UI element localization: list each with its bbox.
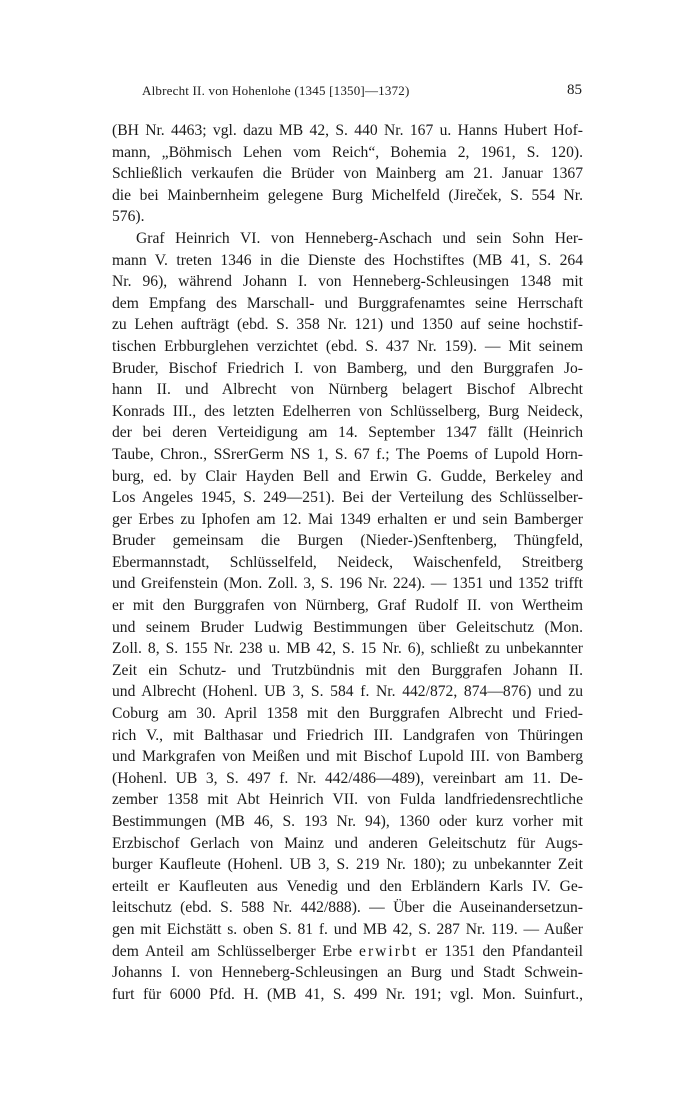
text-line: burg, ed. by Clair Hayden Bell and Erwin G. Gudde, Berkeley and (112, 467, 583, 485)
text-line: Ebermannstadt, Schlüsselfeld, Neideck, Waischenfeld, Streitberg (112, 553, 583, 571)
text-segment: dem Anteil am Schlüsselberger Erbe (112, 942, 352, 960)
text-segment: er 1351 den Pfandanteil (425, 942, 583, 960)
text-line: Bruder gemeinsam die Burgen (Nieder-)Senftenberg, Thüngfeld, (112, 532, 583, 550)
text-line: Bruder, Bischof Friedrich I. von Bamberg, und den Burggrafen Jo- (112, 359, 583, 377)
text-line: zember 1358 mit Abt Heinrich VII. von Fulda landfriedensrechtliche (112, 791, 583, 809)
text-line: ger Erbes zu Iphofen am 12. Mai 1349 erhalten er und sein Bamberger (112, 510, 583, 528)
text-line: Konrads III., des letzten Edelherren von Schlüsselberg, Burg Neideck, (112, 402, 583, 420)
text-line: die bei Mainbernheim gelegene Burg Michelfeld (Jireček, S. 554 Nr. (112, 186, 583, 204)
text-line: Zoll. 8, S. 155 Nr. 238 u. MB 42, S. 15 Nr. 6), schließt zu unbekannter (112, 640, 583, 658)
text-line: Graf Heinrich VI. von Henneberg-Aschach und sein Sohn Her- (136, 229, 583, 247)
text-line: und Markgrafen von Meißen und mit Bischof Lupold III. von Bamberg (112, 748, 583, 766)
running-title: Albrecht II. von Hohenlohe (1345 [1350]—1372) (142, 83, 410, 98)
text-line: leitschutz (ebd. S. 588 Nr. 442/888). — Über die Auseinandersetzun- (112, 899, 583, 917)
text-line: Taube, Chron., SSrerGerm NS 1, S. 67 f.; The Poems of Lupold Horn- (112, 445, 583, 463)
text-line: gen mit Eichstätt s. oben S. 81 f. und MB 42, S. 287 Nr. 119. — Außer (112, 920, 583, 938)
text-line: Bestimmungen (MB 46, S. 193 Nr. 94), 1360 oder kurz vorher mit (112, 813, 583, 830)
text-line: mann V. treten 1346 in die Dienste des Hochstiftes (MB 41, S. 264 (112, 251, 583, 269)
text-line: er mit den Burggrafen von Nürnberg, Graf Rudolf II. von Wertheim (112, 597, 583, 615)
text-line: rich V., mit Balthasar und Friedrich III. Landgrafen von Thüringen (112, 726, 583, 744)
page-number: 85 (567, 82, 582, 98)
text-line: furt für 6000 Pfd. H. (MB 41, S. 499 Nr. 191; vgl. Mon. Suinfurt., (112, 985, 583, 1003)
text-line: Los Angeles 1945, S. 249—251). Bei der Verteilung des Schlüsselber- (112, 489, 583, 507)
text-line: Schließlich verkaufen die Brüder von Mainberg am 21. Januar 1367 (112, 165, 583, 183)
text-line: der bei deren Verteidigung am 14. September 1347 fällt (Heinrich (112, 424, 583, 442)
text-line: Coburg am 30. April 1358 mit den Burggrafen Albrecht und Fried- (112, 705, 583, 723)
text-line: (Hohenl. UB 3, S. 497 f. Nr. 442/486—489), vereinbart am 11. De- (112, 769, 583, 787)
text-line: zu Lehen aufträgt (ebd. S. 358 Nr. 121) und 1350 auf seine hochstif- (112, 316, 583, 334)
text-line: burger Kaufleute (Hohenl. UB 3, S. 219 Nr. 180); zu unbekannter Zeit (112, 856, 583, 874)
text-line: Zeit ein Schutz- und Trutzbündnis mit den Burggrafen Johann II. (112, 661, 583, 679)
text-line: und seinem Bruder Ludwig Bestimmungen über Geleitschutz (Mon. (112, 618, 583, 636)
text-line: und Greifenstein (Mon. Zoll. 3, S. 196 Nr. 224). — 1351 und 1352 trifft (112, 575, 583, 593)
spaced-emphasis: erwirbt (359, 942, 419, 960)
text-line: tischen Erbburglehen verzichtet (ebd. S. 437 Nr. 159). — Mit seinem (112, 337, 583, 355)
text-line: Johanns I. von Henneberg-Schleusingen an Burg und Stadt Schwein- (112, 964, 583, 982)
text-line: Nr. 96), während Johann I. von Henneberg-Schleusingen 1348 mit (112, 273, 583, 291)
text-line: und Albrecht (Hohenl. UB 3, S. 584 f. Nr. 442/872, 874—876) und zu (112, 683, 583, 701)
text-line: (BH Nr. 4463; vgl. dazu MB 42, S. 440 Nr. 167 u. Hanns Hubert Hof- (112, 122, 583, 139)
text-line: dem Empfang des Marschall- und Burggrafenamtes seine Herrschaft (112, 294, 583, 312)
text-line: Erzbischof Gerlach von Mainz und anderen Geleitschutz für Augs- (112, 834, 583, 852)
text-line-with-spaced-word (112, 941, 583, 963)
running-head (112, 83, 582, 103)
text-line: erteilt er Kaufleuten aus Venedig und den Erbländern Karls IV. Ge- (112, 877, 583, 895)
text-line: mann, „Böhmisch Lehen vom Reich“, Bohemia 2, 1961, S. 120). (112, 143, 583, 161)
text-line: 576). (112, 208, 145, 226)
text-line: hann II. und Albrecht von Nürnberg belagert Bischof Albrecht (112, 381, 583, 399)
body-text (112, 120, 583, 1005)
